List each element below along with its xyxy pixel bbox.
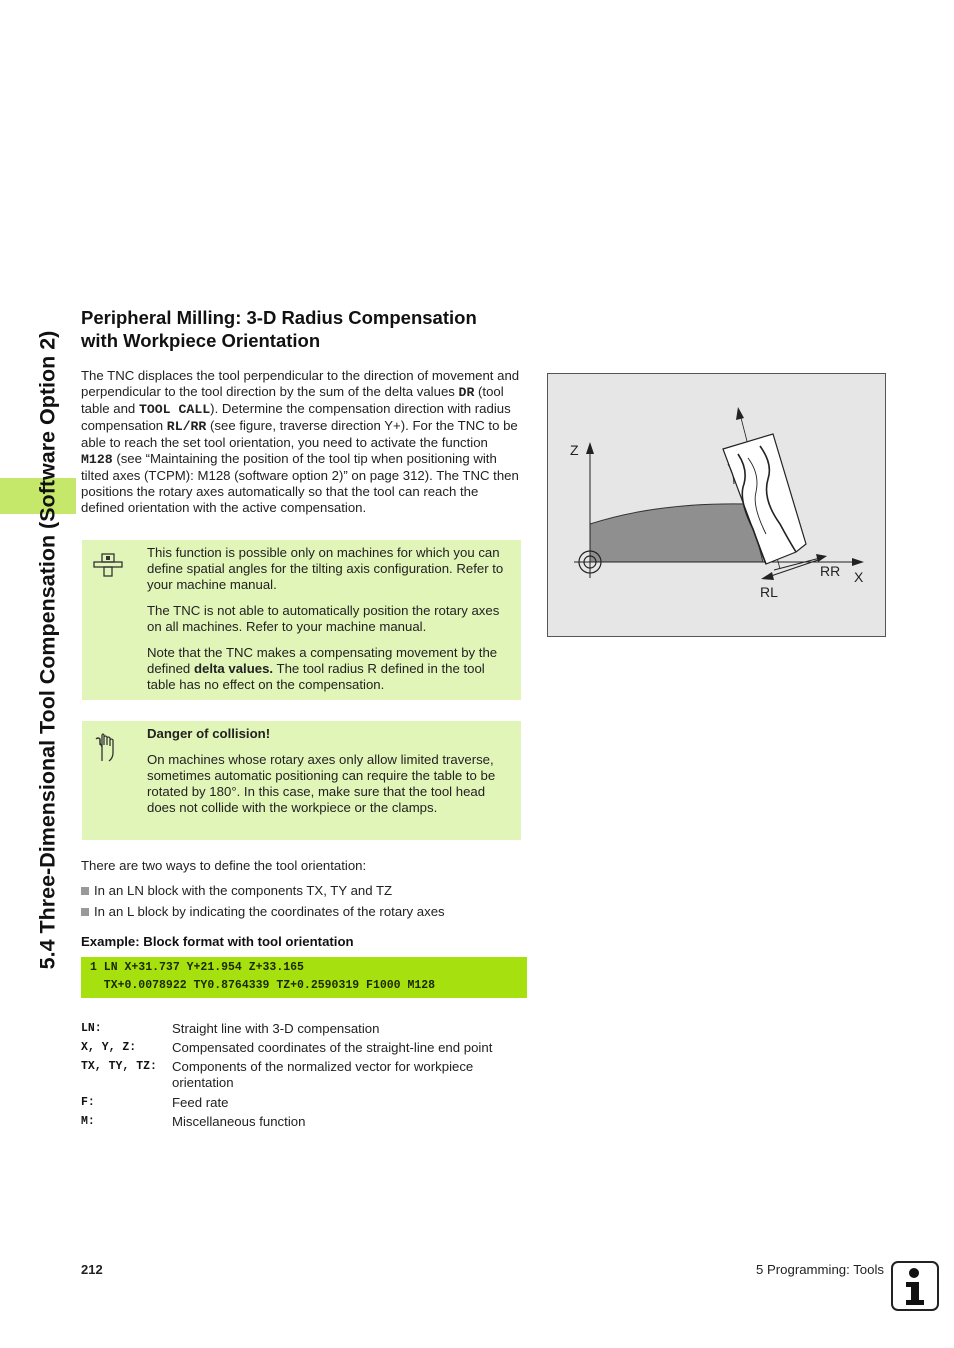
axis-label-z: Z (570, 442, 579, 458)
compensation-figure (547, 373, 886, 637)
def-key: M: (81, 1115, 95, 1128)
chapter-label: 5 Programming: Tools (755, 1262, 884, 1277)
def-value: Components of the normalized vector for workpiece orientation (172, 1059, 474, 1090)
example-heading: Example: Block format with tool orientation (81, 934, 354, 949)
info-icon[interactable] (891, 1261, 939, 1311)
label-rr: RR (820, 563, 841, 579)
def-value: Straight line with 3-D compensation (172, 1021, 380, 1036)
machine-icon (92, 550, 124, 582)
danger-note (82, 721, 521, 840)
bullet-square (81, 887, 89, 895)
code-block (81, 957, 527, 998)
hand-warning-icon (92, 731, 124, 763)
def-key: TX, TY, TZ: (81, 1060, 157, 1073)
section-heading (81, 306, 531, 352)
def-value: Miscellaneous function (172, 1114, 306, 1129)
side-title-text: 5.4 Three-Dimensional Tool Compensation (Software Option 2) (35, 330, 60, 970)
code-m128: M128 (81, 452, 113, 467)
list-item: In an L block by indicating the coordinates of the rotary axes (81, 904, 445, 920)
figure-drawing (548, 374, 885, 636)
danger-text: On machines whose rotary axes only allow limited traverse, sometimes automatic positioning can require the table to be rotated by 180°. In this case, make sure that the tool head does not collide with the workpiece or the clamps. (147, 752, 496, 815)
code-dr: DR (458, 385, 475, 400)
intro-paragraph: The TNC displaces the tool perpendicular to the direction of movement and perpendicular to the tool direction by the sum of the delta values DR (tool table and TOOL CALL). Determine the compensation direction with radius compensation RL/RR (see figure, traverse direction Y+). For the TNC to be able to reach the set tool orientation, you need to activate the function M128 (see “Maintaining the position of the tool tip when positioning with tilted axes (TCPM): M128 (software option 2)” on page 312). The TNC then positions the rotary axes automatically so that the tool can reach the defined orientation with the active compensation. (81, 368, 520, 515)
def-key: F: (81, 1096, 95, 1109)
page-reference: (see “Maintaining the position of the tool tip when positioning with tilted axes (TCPM): M128 (software option 2)” on page 312). The TNC then positions the rotary axes automatically so that the tool can reach the defined orientation with the active compensation. (81, 451, 519, 515)
def-value: Compensated coordinates of the straight-line end point (172, 1040, 493, 1055)
axis-label-x: X (854, 569, 864, 585)
machine-note (82, 540, 521, 700)
def-key: LN: (81, 1022, 102, 1035)
label-rl: RL (760, 584, 778, 600)
info-glyph (893, 1263, 937, 1309)
code-tool-call: TOOL CALL (138, 402, 211, 417)
page-number: 212 (81, 1262, 103, 1277)
danger-title: Danger of collision! (147, 726, 271, 741)
heading-line-2: with Workpiece Orientation (81, 330, 321, 351)
machine-note-p2: The TNC is not able to automatically position the rotary axes on all machines. Refer to your machine manual. (147, 603, 500, 634)
list-item: In an LN block with the components TX, TY and TZ (81, 883, 392, 899)
def-value: Feed rate (172, 1095, 229, 1110)
code-line-1: 1 LN X+31.737 Y+21.954 Z+33.165 (90, 961, 304, 974)
code-line-2: TX+0.0078922 TY0.8764339 TZ+0.2590319 F1000 M128 (90, 979, 436, 992)
ways-intro: There are two ways to define the tool orientation: (81, 858, 367, 873)
bullet-square (81, 908, 89, 916)
machine-note-p3: Note that the TNC makes a compensating movement by the defined delta values. The tool radius R defined in the tool table has no effect on the compensation. (147, 645, 498, 692)
heading-line-1: Peripheral Milling: 3-D Radius Compensation (81, 307, 477, 328)
code-rl-rr: RL/RR (166, 419, 207, 434)
machine-note-p1: This function is possible only on machines for which you can define spatial angles for the tilting axis configuration. Refer to your machine manual. (147, 545, 504, 592)
def-key: X, Y, Z: (81, 1041, 137, 1054)
